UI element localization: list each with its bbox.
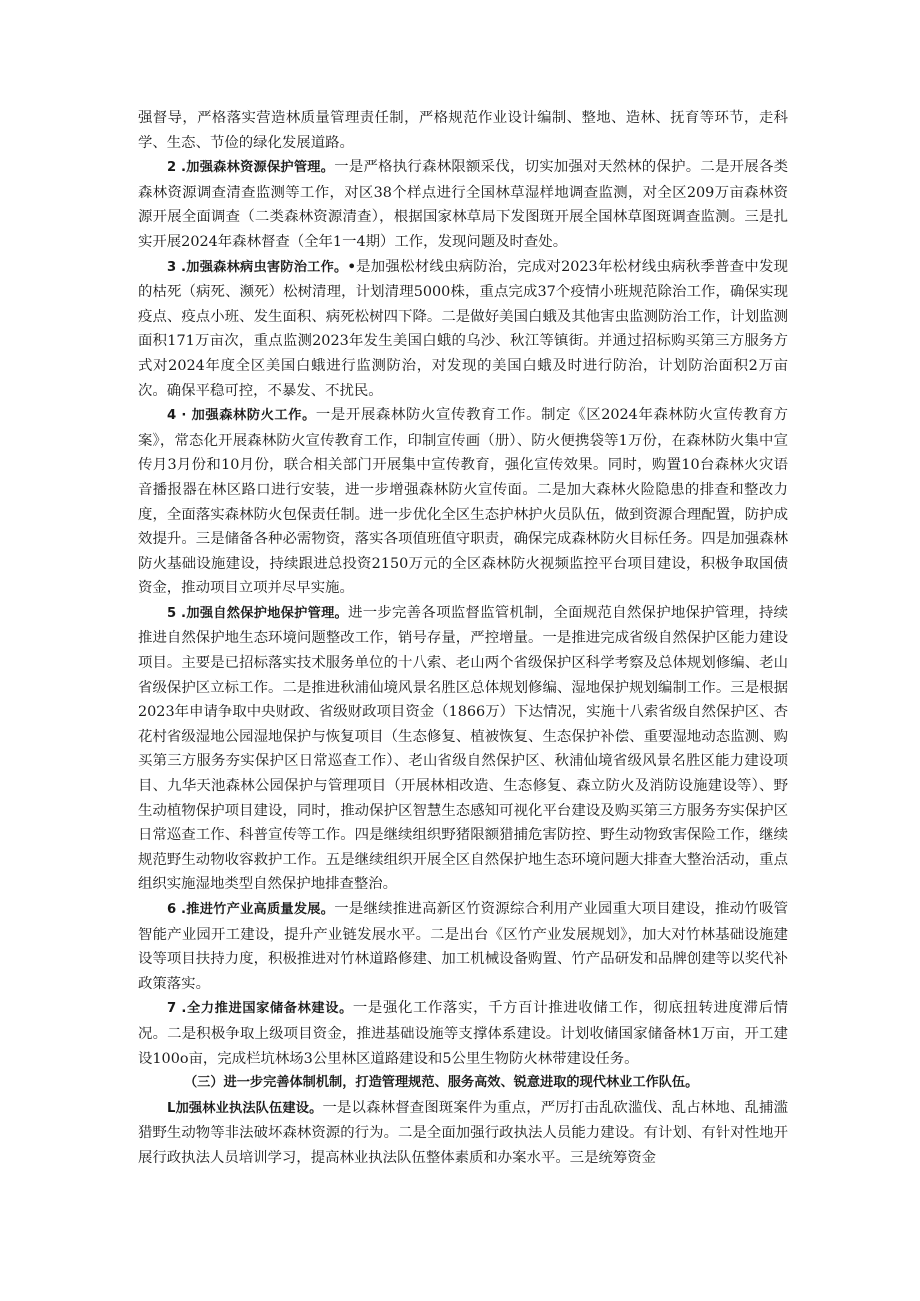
paragraph-bamboo-industry [138, 897, 788, 996]
paragraph-body: 一是开展森林防火宣传教育工作。制定《区2024年森林防火宣传教育方案》，常态化开展森林防火宣传教育工作，印制宣传画（册）、防火便携袋等1万份，在森林防火集中宣传月3月份和10月份，联合相关部门开展集中宣传教育，强化宣传效果。同时，购置10台森林火灾语音播报器在林区路口进行安装，进一步增强森林防火宣传面。二是加大森林火险隐患的排查和整改力度，全面落实森林防火包保责任制。进一步优化全区生态护林护火员队伍，做到资源合理配置，防护成效提升。三是储备各种必需物资，落实各项值班值守职责，确保完成森林防火目标任务。四是加强森林防火基础设施建设，持续跟进总投资2150万元的全区森林防火视频监控平台项目建设，积极争取国债资金，推动项目立项并尽早实施。 [138, 407, 788, 597]
paragraph-continuation [138, 106, 788, 155]
paragraph-heading: L加强林业执法队伍建设。 [167, 1100, 323, 1116]
paragraph-body: 是加强松材线虫病防治，完成对2023年松材线虫病秋季普查中发现的枯死（病死、濒死）松树清理，计划清理5000株，重点完成37个疫情小班规范除治工作，确保实现疫点、疫点小班、发生面积、病死松树四下降。二是做好美国白蛾及其他害虫监测防治工作，计划监测面积171万亩次，重点监测2023年发生美国白蛾的乌沙、秋江等镇街。并通过招标购买第三方服务方式对2024年度全区美国白蛾进行监测防治，对发现的美国白蛾及时进行防治，计划防治面积2万亩次。确保平稳可控，不暴发、不扰民。 [138, 258, 788, 399]
paragraph-law-enforcement [138, 1096, 788, 1171]
paragraph-heading: 3 .加强森林病虫害防治工作。• [167, 259, 356, 275]
paragraph-heading: 6 .推进竹产业高质量发展。 [167, 902, 335, 917]
document-page [138, 106, 788, 1171]
paragraph-fire-prevention [138, 403, 788, 601]
paragraph-heading: 5 .加强自然保护地保护管理。 [167, 605, 349, 621]
paragraph-body: 一是严格执行森林限额采伐，切实加强对天然林的保护。二是开展各类森林资源调查清查监测等工作，对区38个样点进行全国林草湿样地调查监测，对全区209万亩森林资源开展全面调查（二类森林资源清查），根据国家林草局下发图斑开展全国林草图斑调查监测。三是扎实开展2024年森林督查（全年1一4期）工作，发现问题及时查处。 [138, 159, 788, 250]
paragraph-body: 一是以森林督查图斑案件为重点，严厉打击乱砍滥伐、乱占林地、乱捕滥猎野生动物等非法破坏森林资源的行为。二是全面加强行政执法人员能力建设。有计划、有针对性地开展行政执法人员培训学习，提高林业执法队伍整体素质和办案水平。三是统筹资金 [138, 1099, 788, 1166]
paragraph-body: 一是继续推进高新区竹资源综合利用产业园重大项目建设，推动竹吸管智能产业园开工建设，提升产业链发展水平。二是出台《区竹产业发展规划》，加大对竹林基础设施建设等项目扶持力度，积极推进对竹林道路修建、加工机械设备购置、竹产品研发和品牌创建等以奖代补政策落实。 [138, 901, 788, 992]
paragraph-body: 强督导，严格落实营造林质量管理责任制，严格规范作业设计编制、整地、造林、抚育等环节，走科学、生态、节俭的绿化发展道路。 [138, 110, 788, 151]
paragraph-body: 进一步完善各项监督监管机制，全面规范自然保护地保护管理，持续推进自然保护地生态环境问题整改工作，销号存量，严控增量。一是推进完成省级自然保护区能力建设项目。主要是已招标落实技术服务单位的十八索、老山两个省级保护区科学考察及总体规划修编、老山省级保护区立标工作。二是推进秋浦仙境风景名胜区总体规划修编、湿地保护规划编制工作。三是根据2023年申请争取中央财政、省级财政项目资金（1866万）下达情况，实施十八索省级自然保护区、杏花村省级湿地公园湿地保护与恢复项目（生态修复、植被恢复、生态保护补偿、重要湿地动态监测、购买第三方服务夯实保护区日常巡查工作）、老山省级自然保护区、秋浦仙境省级风景名胜区能力建设项目、九华天池森林公园保护与管理项目（开展林相改造、生态修复、森立防火及消防设施建设等）、野生动植物保护项目建设，同时，推动保护区智慧生态感知可视化平台建设及购买第三方服务夯实保护区日常巡查工作、科普宣传等工作。四是继续组织野猪限额猎捕危害防控、野生动物致害保险工作，继续规范野生动物收容救护工作。五是继续组织开展全区自然保护地生态环境问题大排查大整治活动，重点组织实施湿地类型自然保护地排查整治。 [138, 604, 788, 893]
paragraph-heading: 7 .全力推进国家储备林建设。 [167, 1001, 353, 1017]
paragraph-national-reserve-forest [138, 996, 788, 1071]
section-heading: （三）进一步完善体制机制，打造管理规范、服务高效、锐意进取的现代林业工作队伍。 [184, 1075, 699, 1091]
paragraph-heading: 2 .加强森林资源保护管理。 [167, 160, 335, 176]
paragraph-nature-reserve [138, 601, 788, 897]
paragraph-pest-control [138, 255, 788, 404]
paragraph-body: 一是强化工作落实，千方百计推进收储工作，彻底扭转进度滞后情况。二是积极争取上级项目资金，推进基础设施等支撑体系建设。计划收储国家储备林1万亩，开工建设100o亩，完成栏坑林场3公里林区道路建设和5公里生物防火林带建设任务。 [138, 1000, 788, 1067]
paragraph-forest-resource-protection [138, 155, 788, 254]
paragraph-heading: 4 · 加强森林防火工作。 [167, 408, 316, 424]
